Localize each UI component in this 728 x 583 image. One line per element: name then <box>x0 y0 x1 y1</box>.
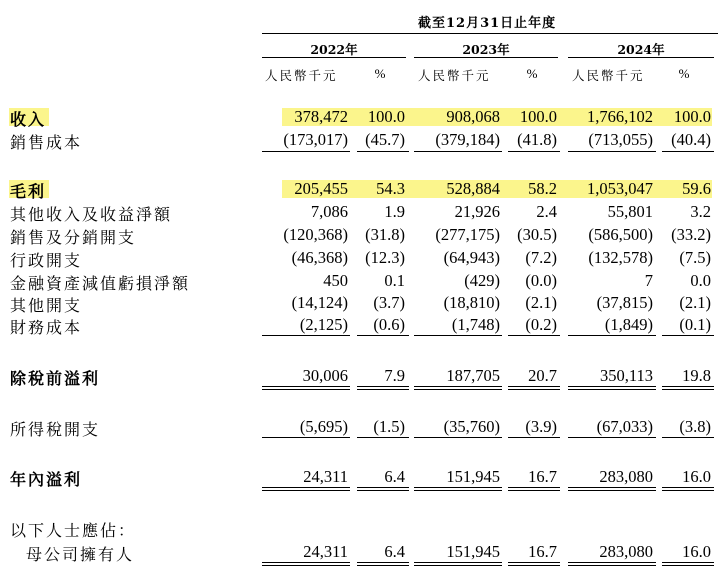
pct-label-2022: % <box>374 66 386 81</box>
value-cell: (18,810) <box>443 293 500 312</box>
row-label-finance-costs: 財務成本 <box>10 318 83 337</box>
value-cell: (46,368) <box>291 248 348 267</box>
value-cell: 187,705 <box>446 366 500 385</box>
underline-cost-of-sales-c2 <box>414 151 502 152</box>
value-cell: (2.1) <box>679 293 711 312</box>
row-label-owners-of-parent: 母公司擁有人 <box>26 545 135 564</box>
value-cell: (173,017) <box>283 130 348 149</box>
value-cell: 16.7 <box>528 467 557 486</box>
year-rule-2024 <box>568 57 714 58</box>
value-cell: 30,006 <box>302 366 348 385</box>
row-label-gross-profit: 毛利 <box>10 182 47 201</box>
value-cell: 16.7 <box>528 542 557 561</box>
value-cell: (14,124) <box>291 293 348 312</box>
row-label-other-expenses: 其他開支 <box>10 296 83 315</box>
row-label-other-income: 其他收入及收益淨額 <box>10 205 173 224</box>
row-label-revenue: 收入 <box>10 110 47 129</box>
underline-cost-of-sales-c0 <box>262 151 350 152</box>
underline-cost-of-sales-c3 <box>508 151 560 152</box>
value-cell: (31.8) <box>365 225 405 244</box>
value-cell: (67,033) <box>596 417 653 436</box>
value-cell: 1,766,102 <box>587 107 653 126</box>
value-cell: (1.5) <box>373 417 405 436</box>
underline-finance-c5 <box>662 335 714 336</box>
value-cell: 2.4 <box>536 202 557 221</box>
value-cell: (0.0) <box>525 271 557 290</box>
value-cell: 7,086 <box>310 202 348 221</box>
value-cell: 100.0 <box>673 107 711 126</box>
value-cell: (1,748) <box>451 315 500 334</box>
underline-tax-c4 <box>568 437 656 438</box>
value-cell: (7.2) <box>525 248 557 267</box>
value-cell: 1.9 <box>384 202 405 221</box>
year-2022: 2022年 <box>310 42 358 57</box>
period-title: 截至12月31日止年度 <box>418 16 557 31</box>
year-rule-2023 <box>414 57 558 58</box>
value-cell: (0.6) <box>373 315 405 334</box>
value-cell: 205,455 <box>294 179 348 198</box>
value-cell: 100.0 <box>367 107 405 126</box>
value-cell: 7 <box>644 271 653 290</box>
value-cell: (0.2) <box>525 315 557 334</box>
value-cell: (41.8) <box>517 130 557 149</box>
value-cell: 151,945 <box>446 542 500 561</box>
underline-finance-c1 <box>357 335 409 336</box>
value-cell: (45.7) <box>365 130 405 149</box>
unit-label-2022: 人民幣千元 <box>265 68 338 83</box>
value-cell: (586,500) <box>588 225 653 244</box>
value-cell: 58.2 <box>528 179 557 198</box>
underline-finance-c4 <box>568 335 656 336</box>
row-label-income-tax: 所得稅開支 <box>10 420 101 439</box>
value-cell: 54.3 <box>376 179 405 198</box>
value-cell: (1,849) <box>604 315 653 334</box>
value-cell: (35,760) <box>443 417 500 436</box>
value-cell: (429) <box>464 271 500 290</box>
value-cell: 24,311 <box>303 542 348 561</box>
value-cell: 7.9 <box>384 366 405 385</box>
underline-tax-c1 <box>357 437 409 438</box>
unit-label-2023: 人民幣千元 <box>418 68 491 83</box>
underline-finance-c0 <box>262 335 350 336</box>
value-cell: (277,175) <box>435 225 500 244</box>
underline-finance-c3 <box>508 335 560 336</box>
underline-cost-of-sales-c1 <box>357 151 409 152</box>
value-cell: (2,125) <box>299 315 348 334</box>
value-cell: (7.5) <box>679 248 711 267</box>
value-cell: (33.2) <box>671 225 711 244</box>
value-cell: 3.2 <box>690 202 711 221</box>
underline-cost-of-sales-c5 <box>662 151 714 152</box>
value-cell: 283,080 <box>599 467 653 486</box>
row-label-cost-of-sales: 銷售成本 <box>10 133 83 152</box>
value-cell: (12.3) <box>365 248 405 267</box>
row-label-profit-before-tax: 除稅前溢利 <box>10 369 101 388</box>
year-rule-2022 <box>262 57 406 58</box>
row-label-selling-expenses: 銷售及分銷開支 <box>10 228 137 247</box>
value-cell: (120,368) <box>283 225 348 244</box>
value-cell: 151,945 <box>446 467 500 486</box>
value-cell: (37,815) <box>596 293 653 312</box>
value-cell: (30.5) <box>517 225 557 244</box>
value-cell: (0.1) <box>679 315 711 334</box>
value-cell: 55,801 <box>607 202 653 221</box>
pct-label-2024: % <box>678 66 690 81</box>
header-rule <box>262 33 718 34</box>
value-cell: (379,184) <box>435 130 500 149</box>
value-cell: 20.7 <box>528 366 557 385</box>
underline-tax-c5 <box>662 437 714 438</box>
unit-label-2024: 人民幣千元 <box>572 68 645 83</box>
row-label-impairment: 金融資產減值虧損淨額 <box>10 274 191 293</box>
value-cell: 19.8 <box>682 366 711 385</box>
value-cell: 6.4 <box>384 467 405 486</box>
value-cell: (5,695) <box>299 417 348 436</box>
value-cell: 0.1 <box>384 271 405 290</box>
value-cell: 0.0 <box>690 271 711 290</box>
value-cell: (2.1) <box>525 293 557 312</box>
value-cell: 21,926 <box>454 202 500 221</box>
underline-finance-c2 <box>414 335 502 336</box>
underline-cost-of-sales-c4 <box>568 151 656 152</box>
value-cell: (3.7) <box>373 293 405 312</box>
value-cell: 528,884 <box>446 179 500 198</box>
value-cell: 908,068 <box>446 107 500 126</box>
value-cell: (64,943) <box>443 248 500 267</box>
value-cell: 1,053,047 <box>587 179 653 198</box>
underline-tax-c0 <box>262 437 350 438</box>
value-cell: (3.8) <box>679 417 711 436</box>
value-cell: 450 <box>323 271 348 290</box>
value-cell: 24,311 <box>303 467 348 486</box>
value-cell: 378,472 <box>294 107 348 126</box>
year-2023: 2023年 <box>462 42 510 57</box>
row-label-attributable-to: 以下人士應佔： <box>10 521 137 540</box>
value-cell: (40.4) <box>671 130 711 149</box>
value-cell: 100.0 <box>519 107 557 126</box>
underline-tax-c3 <box>508 437 560 438</box>
value-cell: 59.6 <box>682 179 711 198</box>
value-cell: 16.0 <box>682 542 711 561</box>
value-cell: 283,080 <box>599 542 653 561</box>
row-label-profit-for-year: 年內溢利 <box>10 470 83 489</box>
value-cell: 6.4 <box>384 542 405 561</box>
value-cell: (3.9) <box>525 417 557 436</box>
row-label-admin-expenses: 行政開支 <box>10 251 83 270</box>
value-cell: (713,055) <box>588 130 653 149</box>
year-2024: 2024年 <box>617 42 665 57</box>
underline-tax-c2 <box>414 437 502 438</box>
value-cell: 350,113 <box>599 366 653 385</box>
value-cell: (132,578) <box>588 248 653 267</box>
pct-label-2023: % <box>526 66 538 81</box>
value-cell: 16.0 <box>682 467 711 486</box>
